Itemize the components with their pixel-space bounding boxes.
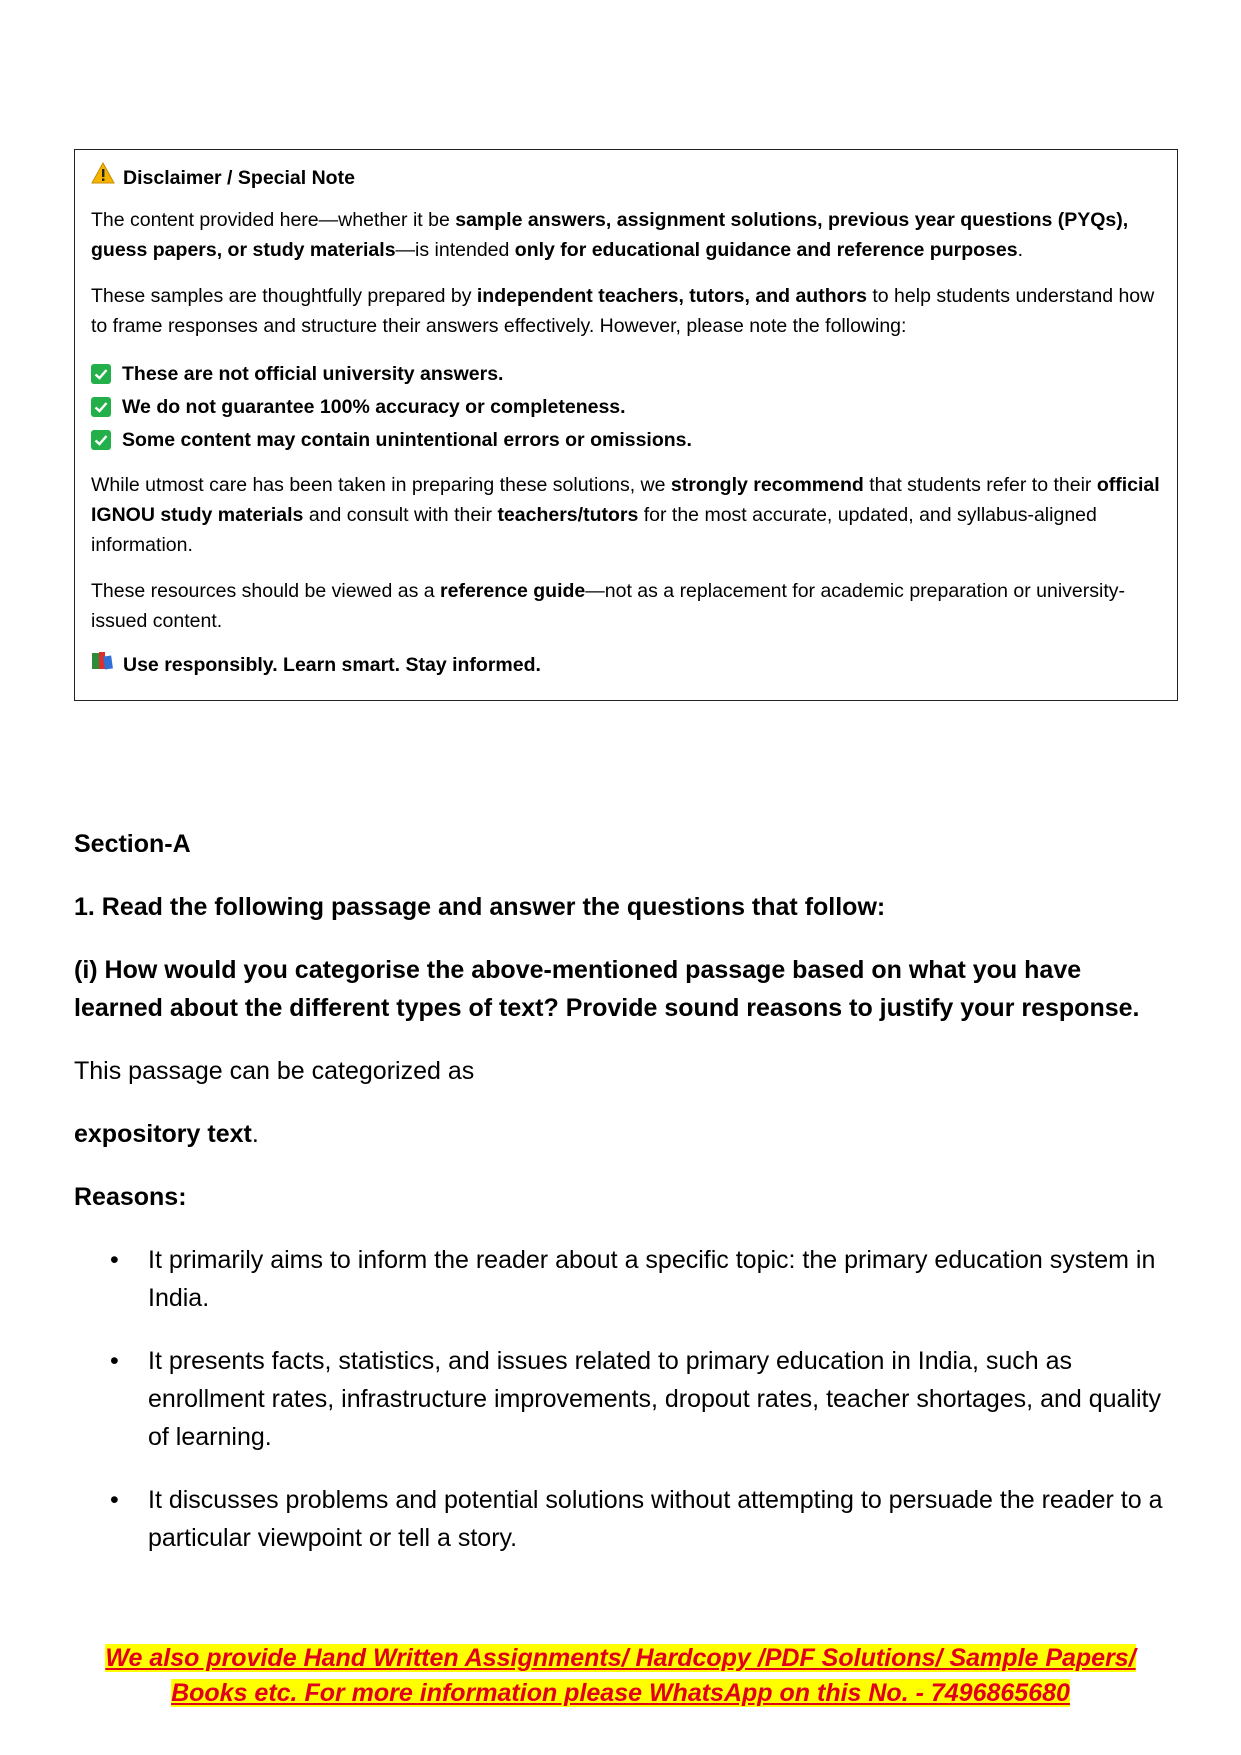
disclaimer-title-row bbox=[91, 162, 1161, 193]
disclaimer-paragraph-1: The content provided here—whether it be sample answers, assignment solutions, previous year questions (PYQs), guess papers, or study materials—is intended only for educational guidance and reference purposes. bbox=[91, 209, 1129, 261]
warning-icon bbox=[91, 162, 115, 193]
check-box-icon bbox=[91, 364, 111, 384]
disclaimer-check-list bbox=[91, 357, 1161, 456]
check-item: We do not guarantee 100% accuracy or completeness. bbox=[91, 390, 1161, 423]
disclaimer-paragraph-4: These resources should be viewed as a reference guide—not as a replacement for academic preparation or university-issued content. bbox=[91, 580, 1126, 632]
disclaimer-paragraph-2: These samples are thoughtfully prepared by independent teachers, tutors, and authors to help students understand how to frame responses and structure their answers effectively. However, please note the following: bbox=[91, 285, 1155, 337]
books-icon bbox=[91, 650, 113, 680]
promo-banner bbox=[0, 1641, 1241, 1711]
question-1: 1. Read the following passage and answer the questions that follow: bbox=[74, 893, 886, 921]
check-box-icon bbox=[91, 397, 111, 417]
reasons-list bbox=[74, 1241, 1164, 1557]
disclaimer-paragraph-3: While utmost care has been taken in preparing these solutions, we strongly recommend that students refer to their official IGNOU study materials and consult with their teachers/tutors for the most accurate, updated, and syllabus-aligned information. bbox=[91, 474, 1160, 556]
list-item: • It discusses problems and potential solutions without attempting to persuade the reader to a particular viewpoint or tell a story. bbox=[110, 1486, 1163, 1552]
question-1-i: (i) How would you categorise the above-mentioned passage based on what you have learned about the different types of text? Provide sound reasons to justify your response. bbox=[74, 956, 1140, 1022]
check-box-icon bbox=[91, 430, 111, 450]
answer-intro: This passage can be categorized as bbox=[74, 1057, 475, 1085]
disclaimer-box bbox=[74, 149, 1178, 701]
answer-term: expository text. bbox=[74, 1120, 259, 1148]
list-item: • It presents facts, statistics, and issues related to primary education in India, such as enrollment rates, infrastructure improvements, dropout rates, teacher shortages, and quality of learning. bbox=[110, 1347, 1162, 1451]
disclaimer-title: Disclaimer / Special Note bbox=[123, 166, 355, 189]
reasons-heading: Reasons: bbox=[74, 1183, 187, 1211]
main-content bbox=[74, 825, 1164, 1582]
promo-line-1: We also provide Hand Written Assignments/ Hardcopy /PDF Solutions/ Sample Papers/ bbox=[105, 1644, 1136, 1672]
promo-line-2: Books etc. For more information please WhatsApp on this No. - 7496865680 bbox=[171, 1679, 1070, 1707]
list-item: • It primarily aims to inform the reader about a specific topic: the primary education system in India. bbox=[110, 1246, 1156, 1312]
check-item: These are not official university answers. bbox=[91, 357, 1161, 390]
check-item: Some content may contain unintentional errors or omissions. bbox=[91, 423, 1161, 456]
disclaimer-footer: Use responsibly. Learn smart. Stay informed. bbox=[91, 650, 1161, 680]
section-heading: Section-A bbox=[74, 830, 191, 858]
